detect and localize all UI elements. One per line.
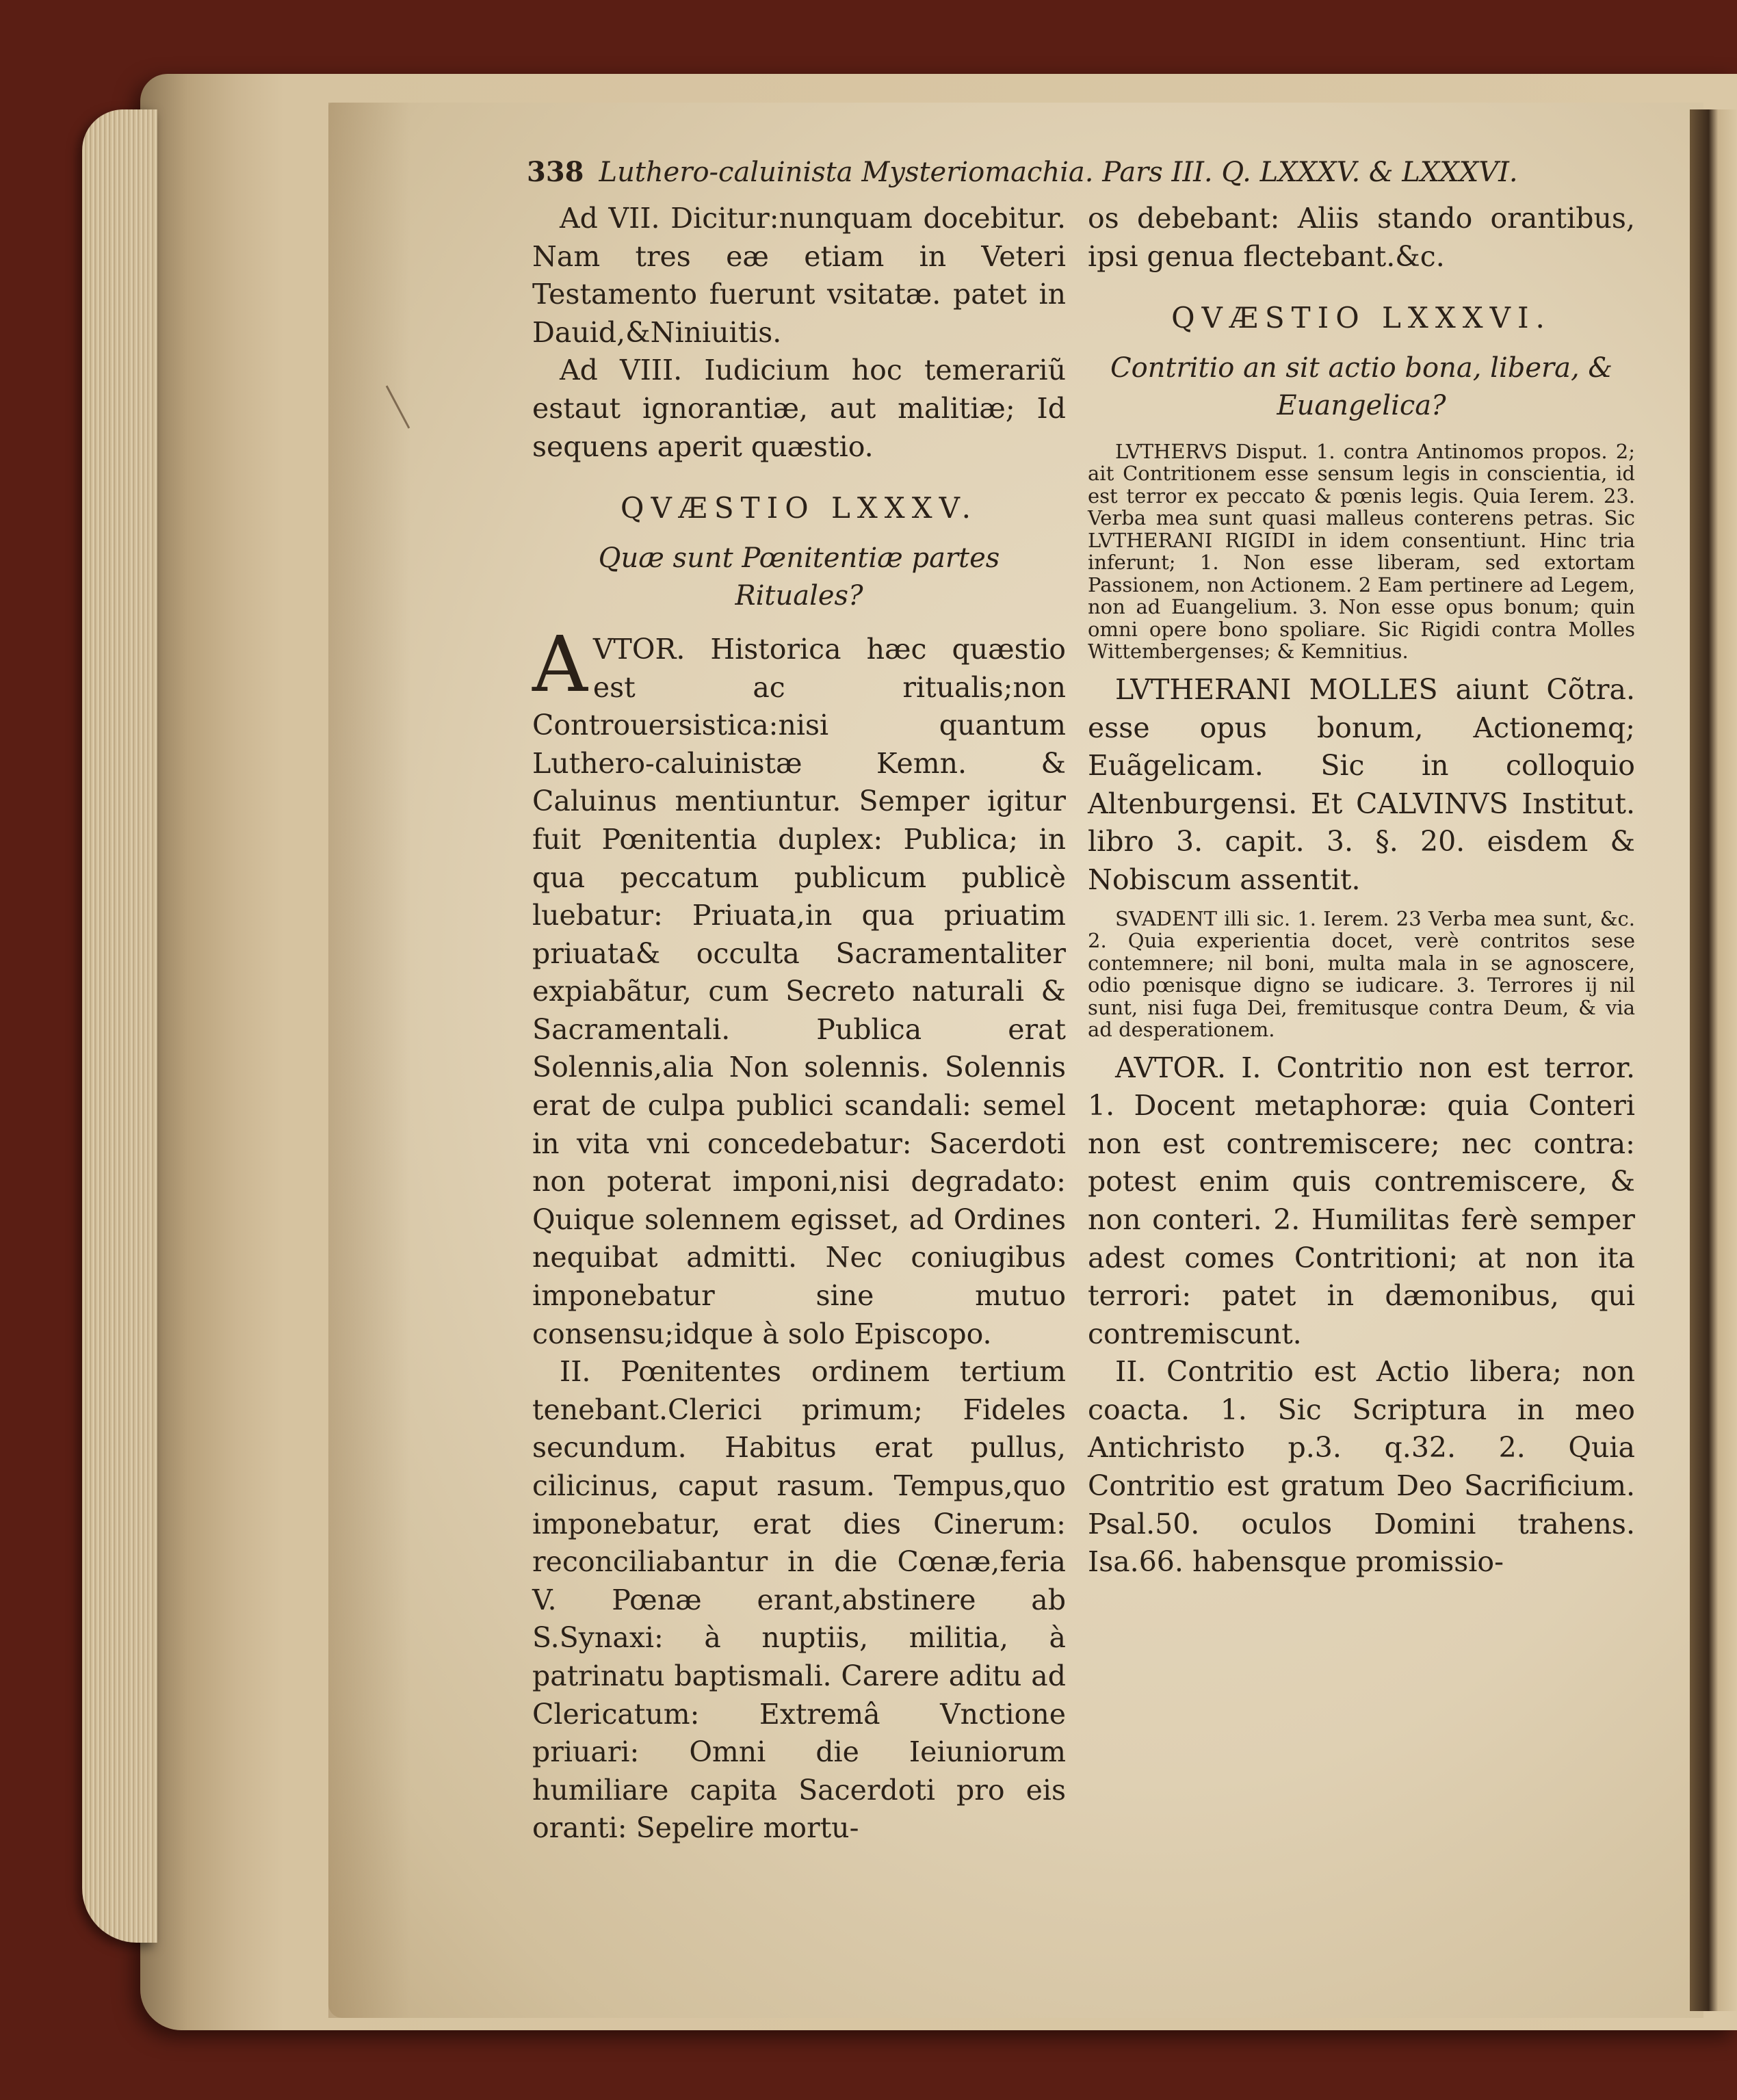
right-paragraph-molles: LVTHERANI MOLLES aiunt Cõtra. esse opus bonum, Actionemq; Euãgelicam. Sic in colloquio Altenburgensi. Et CALVINVS Institut. libro 3. capit. 3. §. 20. eisdem & Nobiscum assentit. [1088,672,1635,896]
right-paragraph-autor: AVTOR. I. Contritio non est terror. 1. Docent metaphoræ: quia Conteri non est contremiscere; nec contra: potest enim quis contremiscere, & non conteri. 2. Humilitas ferè semper adest comes Contritioni; at non ita terrori: patet in dæmonibus, qui contremiscunt. [1088,1051,1635,1350]
page-shadow [328,103,410,2018]
left-column [532,200,1066,1848]
running-header [527,156,1635,197]
left-paragraph-ad-viii: Ad VIII. Iudicium hoc temerariũ estaut ignorantiæ, aut malitiæ; Id sequens aperit quæstio. [532,354,1066,463]
lutherus-note [1088,441,1635,663]
left-paragraph-ii: II. Pœnitentes ordinem tertium tenebant.Clerici primum; Fideles secundum. Habitus erat pullus, cilicinus, caput rasum. Tempus,quo imponebatur, erat dies Cinerum: reconciliabantur in die Cœnæ,feria V. Pœnæ erant,abstinere ab S.Synaxi: à nuptiis, militia, à patrinatu baptismali. Carere aditu ad Clericatum: Extremâ Vnctione priuari: Omni die Ieiuniorum humiliare capita Sacerdoti pro eis oranti: Sepelire mortu- [532,1355,1066,1845]
question-86-heading: QVÆSTIO LXXXVI. [1171,301,1552,335]
question-85-heading: QVÆSTIO LXXXV. [621,491,978,525]
drop-cap: A [532,620,588,709]
left-paragraph-autor [532,620,1066,1353]
suadent-note [1088,908,1635,1041]
lutherus-note-text: LVTHERVS Disput. 1. contra Antinomos propos. 2; ait Contritionem esse sensum legis in conscientia, id est terror ex peccato & pœnis legis. Quia Ierem. 23. Verba mea sunt quasi malleus conterens petras. Sic LVTHERANI RIGIDI in idem consentiunt. Hinc tria inferunt; 1. Non esse liberam, sed extortam Passionem, non Actionem. 2 Eam pertinere ad Legem, non ad Euangelium. 3. Non esse opus bonum; quin omni opere bono spoliare. Sic Rigidi contra Molles Wittembergenses; & Kemnitius. [1088,439,1635,664]
right-paragraph-continuation: os debebant: Aliis stando orantibus, ipsi genua flectebant.&c. [1088,202,1635,273]
left-paragraph-ad-vii: Ad VII. Dicitur:nunquam docebitur. Nam tres eæ etiam in Veteri Testamento fuerunt vsitatæ. patet in Dauid,&Niniuitis. [532,202,1066,349]
page-fore-edge [82,109,157,1943]
book-gutter [1690,109,1737,2011]
running-title: Luthero-caluinista Mysteriomachia. Pars III. Q. LXXXV. & LXXXVI. [599,157,1518,188]
page-number: 338 [527,156,584,188]
suadent-note-text: SVADENT illi sic. 1. Ierem. 23 Verba mea sunt, &c. 2. Quia experientia docet, verè contritos sese contemnere; nil boni, multa mala in se agnoscere, odio pœnisque digno se iudicare. 3. Terrores ij nil sunt, nisi fuga Dei, fremitusque contra Deum, & via ad desperationem. [1088,906,1635,1042]
left-paragraph-autor-text: VTOR. Historica hæc quæstio est ac ritualis;non Controuersistica:nisi quantum Luthero-caluinistæ Kemn. & Caluinus mentiuntur. Semper igitur fuit Pœnitentia duplex: Publica; in qua peccatum publicum publicè luebatur: Priuata,in qua priuatim priuata& occulta Sacramentaliter expiabãtur, cum Secreto naturali & Sacramentali. Publica erat Solennis,alia Non solennis. Solennis erat de culpa publici scandali: semel in vita vni concedebatur: Sacerdoti non poterat imponi,nisi degradato: Quique solennem egisset, ad Ordines nequibat admitti. Nec coniugibus imponebatur sine mutuo consensu;idque à solo Episcopo. [532,632,1066,1350]
right-column [1088,200,1635,1581]
right-paragraph-ii: II. Contritio est Actio libera; non coacta. 1. Sic Scriptura in meo Antichristo p.3. q.32. 2. Quia Contritio est gratum Deo Sacrificium. Psal.50. oculos Domini trahens. Isa.66. habensque promissio- [1088,1355,1635,1579]
question-86-subheading: Contritio an sit actio bona, libera, & Euangelica? [1110,352,1613,422]
question-85-subheading: Quæ sunt Pœnitentiæ partes Rituales? [598,542,1000,612]
